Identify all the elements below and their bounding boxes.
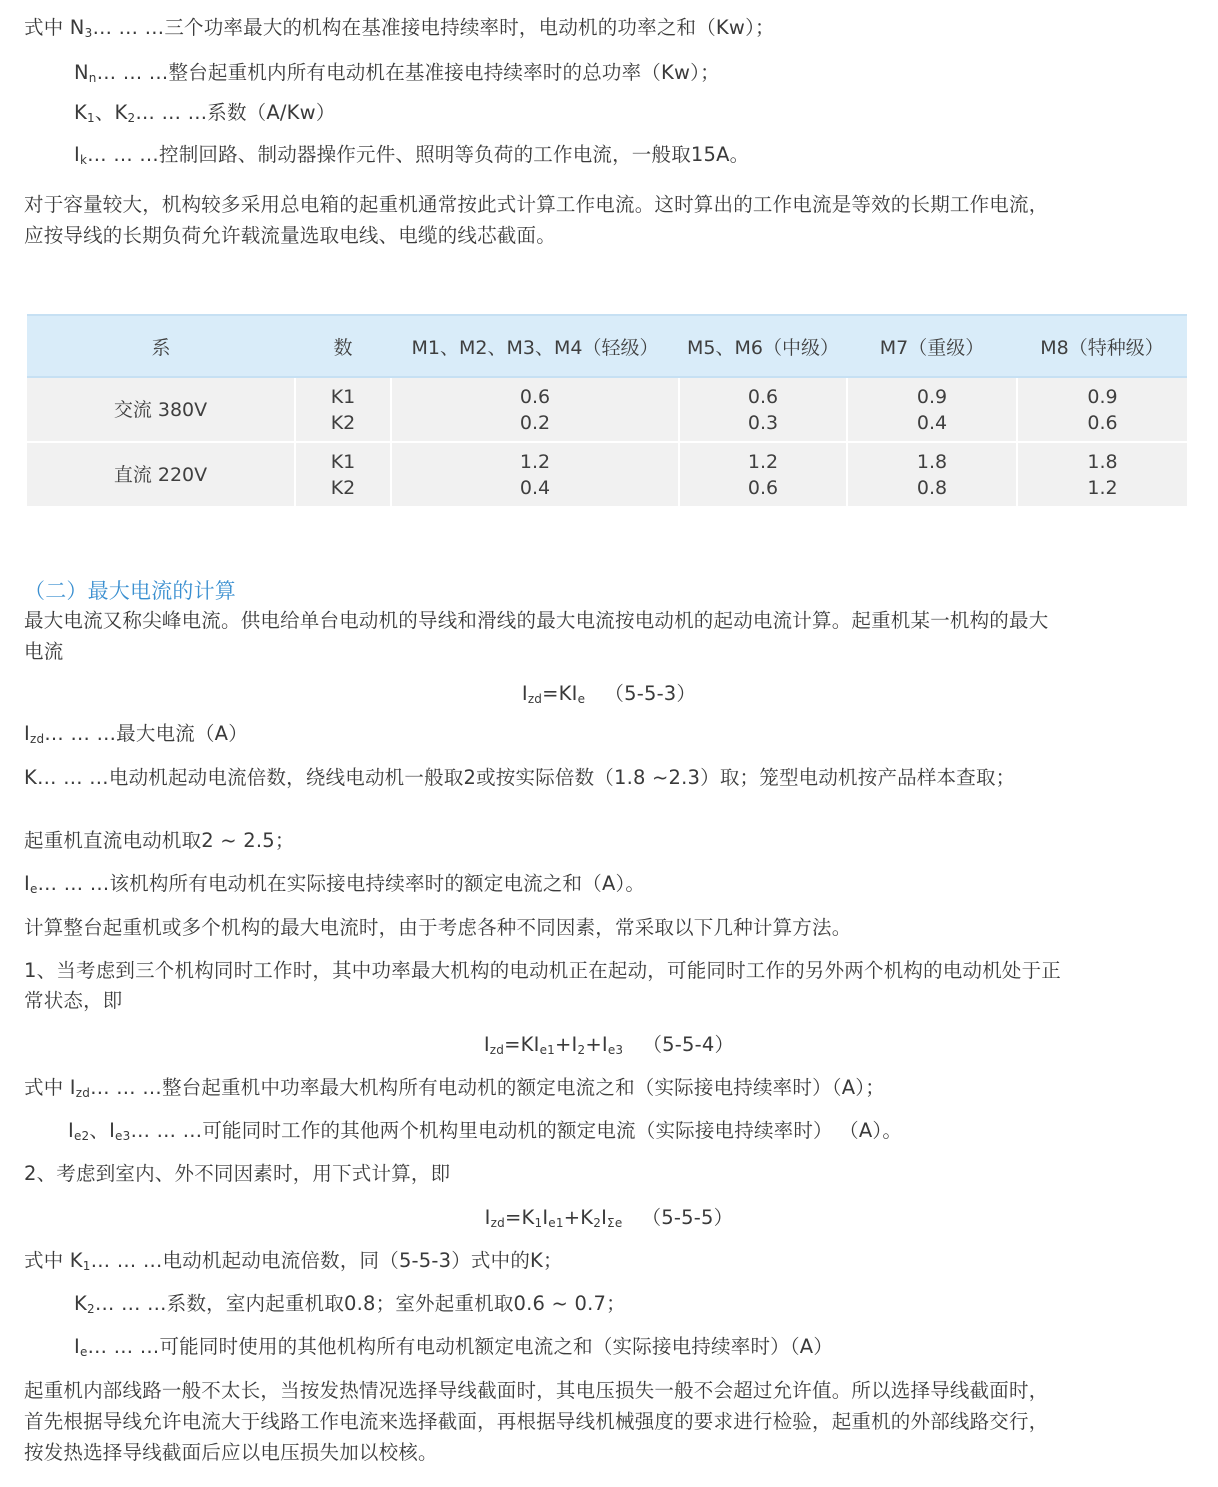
para1-line-1: 最大电流又称尖峰电流。供电给单台电动机的导线和滑线的最大电流按电动机的起动电流计算。起重机某一机构的最大 bbox=[24, 609, 1049, 632]
coef-cell bbox=[295, 442, 391, 507]
coef-cell bbox=[295, 377, 391, 442]
value-k1: 1.2 bbox=[519, 450, 551, 473]
def-symbol: K bbox=[74, 101, 87, 124]
def-ie bbox=[24, 869, 645, 901]
def-nn bbox=[74, 58, 720, 90]
def-k: K… … …电动机起动电流倍数，绕线电动机一般取2或按实际倍数（1.8 ~2.3）取；笼型电动机按产品样本查取； bbox=[24, 766, 1016, 789]
value-k1: 1.2 bbox=[747, 450, 779, 473]
def-text: … … …三个功率最大的机构在基准接电持续率时，电动机的功率之和（Kw）； bbox=[92, 16, 775, 39]
def-subscript: n bbox=[88, 71, 97, 85]
formula-part: =KI bbox=[542, 682, 578, 705]
table-header-cell: 数 bbox=[295, 315, 391, 377]
value-k2: 1.2 bbox=[1087, 476, 1118, 499]
value-k2: 0.4 bbox=[519, 476, 551, 499]
def-text: … … …最大电流（A） bbox=[44, 722, 248, 745]
def-text: … … …系数，室内起重机取0.8；室外起重机取0.6 ~ 0.7； bbox=[94, 1292, 626, 1315]
case1-line-1: 1、当考虑到三个机构同时工作时，其中功率最大机构的电动机正在起动，可能同时工作的另外两个机构的电动机处于正 bbox=[24, 959, 1062, 982]
coef-k2: K2 bbox=[330, 476, 356, 499]
formula-label: （5-5-4） bbox=[642, 1033, 735, 1056]
table-row bbox=[27, 442, 1187, 507]
def-symbol: 式中 N bbox=[24, 16, 85, 39]
value-cell bbox=[679, 442, 847, 507]
value-cell bbox=[391, 377, 679, 442]
def-subscript: zd bbox=[29, 732, 45, 746]
def-f2-izd bbox=[24, 1073, 885, 1105]
value-cell bbox=[679, 377, 847, 442]
formula-subscript: zd bbox=[527, 692, 543, 706]
dc-line: 起重机直流电动机取2 ~ 2.5； bbox=[24, 829, 295, 852]
def-subscript: 2 bbox=[127, 111, 136, 125]
formula-label: （5-5-3） bbox=[604, 682, 697, 705]
def-text: … … …整台起重机内所有电动机在基准接电持续率时的总功率（Kw）； bbox=[96, 61, 720, 84]
closing-line-1: 起重机内部线路一般不太长，当按发热情况选择导线截面时，其电压损失一般不会超过允许值。所以选择导线截面时， bbox=[24, 1379, 1049, 1402]
value-k1: 1.8 bbox=[916, 450, 948, 473]
value-cell bbox=[847, 442, 1017, 507]
formula-part: +K bbox=[563, 1206, 594, 1229]
formula-5-5-3 bbox=[0, 679, 1218, 711]
value-k1: 0.9 bbox=[1087, 385, 1118, 408]
formula-part: I bbox=[601, 1206, 608, 1229]
system-cell: 交流 380V bbox=[27, 377, 295, 442]
formula-part: I bbox=[521, 682, 528, 705]
value-k2: 0.6 bbox=[747, 476, 779, 499]
def-text: … … …可能同时工作的其他两个机构里电动机的额定电流（实际接电持续率时） （A）。 bbox=[130, 1119, 903, 1142]
def-text: … … …系数（A/Kw） bbox=[135, 101, 336, 124]
closing-line-3: 按发热选择导线截面后应以电压损失加以校核。 bbox=[24, 1441, 438, 1464]
def-izd bbox=[24, 719, 248, 751]
value-k2: 0.6 bbox=[1087, 411, 1118, 434]
formula-label: （5-5-5） bbox=[641, 1206, 734, 1229]
table-header-cell: M1、M2、M3、M4（轻级） bbox=[391, 315, 679, 377]
def-text: … … …该机构所有电动机在实际接电持续率时的额定电流之和（A）。 bbox=[37, 872, 646, 895]
table-header-cell: 系 bbox=[27, 315, 295, 377]
para1-line-2: 电流 bbox=[24, 640, 64, 663]
value-k1: 0.6 bbox=[747, 385, 779, 408]
def-symbol: 式中 K bbox=[24, 1249, 83, 1272]
formula-part: +I bbox=[585, 1033, 608, 1056]
table-header-row bbox=[27, 315, 1187, 377]
def-subscript: 1 bbox=[82, 1259, 91, 1273]
table-row bbox=[27, 377, 1187, 442]
def-f3-ie bbox=[74, 1332, 833, 1364]
coef-k2: K2 bbox=[330, 411, 356, 434]
formula-5-5-4 bbox=[0, 1030, 1218, 1062]
formula-part: I bbox=[542, 1206, 549, 1229]
formula-subscript: e bbox=[577, 692, 586, 706]
formula-part: =K bbox=[504, 1206, 535, 1229]
value-k2: 0.2 bbox=[519, 411, 551, 434]
formula-part: +I bbox=[555, 1033, 578, 1056]
def-f2-ie2-ie3 bbox=[68, 1116, 902, 1148]
def-text: … … …控制回路、制动器操作元件、照明等负荷的工作电流，一般取15A。 bbox=[87, 143, 750, 166]
calc-intro: 计算整台起重机或多个机构的最大电流时，由于考虑各种不同因素，常采取以下几种计算方法。 bbox=[24, 916, 852, 939]
formula-part: I bbox=[484, 1206, 491, 1229]
value-cell bbox=[847, 377, 1017, 442]
system-cell: 直流 220V bbox=[27, 442, 295, 507]
def-symbol: 、K bbox=[94, 101, 128, 124]
coefficient-table bbox=[27, 314, 1187, 508]
formula-subscript: e3 bbox=[607, 1043, 624, 1057]
def-subscript: e bbox=[29, 882, 38, 896]
def-symbol: I bbox=[74, 143, 80, 166]
coef-k1: K1 bbox=[330, 450, 356, 473]
formula-subscript: 1 bbox=[534, 1216, 543, 1230]
def-subscript: 3 bbox=[84, 26, 93, 40]
def-symbol: K bbox=[74, 1292, 87, 1315]
formula-part: =KI bbox=[504, 1033, 540, 1056]
def-f3-k2 bbox=[74, 1289, 626, 1321]
value-k1: 1.8 bbox=[1087, 450, 1118, 473]
table-header-cell: M7（重级） bbox=[847, 315, 1017, 377]
def-text: … … …电动机起动电流倍数，同（5-5-3）式中的K； bbox=[90, 1249, 563, 1272]
formula-subscript: e1 bbox=[548, 1216, 564, 1230]
formula-subscript: e1 bbox=[539, 1043, 555, 1057]
def-symbol: I bbox=[68, 1119, 74, 1142]
def-subscript: e bbox=[79, 1345, 88, 1359]
def-text: … … …可能同时使用的其他机构所有电动机额定电流之和（实际接电持续率时）（A） bbox=[87, 1335, 834, 1358]
def-symbol: 、I bbox=[89, 1119, 116, 1142]
def-n3 bbox=[24, 13, 775, 45]
intro-line-2: 应按导线的长期负荷允许载流量选取电线、电缆的线芯截面。 bbox=[24, 224, 556, 247]
value-cell bbox=[391, 442, 679, 507]
def-symbol: 式中 I bbox=[24, 1076, 76, 1099]
formula-part: I bbox=[483, 1033, 490, 1056]
case2: 2、考虑到室内、外不同因素时，用下式计算，即 bbox=[24, 1162, 451, 1185]
case1-line-2: 常状态，即 bbox=[24, 989, 123, 1012]
value-k1: 0.9 bbox=[916, 385, 948, 408]
section-heading: （二）最大电流的计算 bbox=[24, 579, 236, 603]
def-subscript: 1 bbox=[87, 111, 95, 125]
def-k1k2 bbox=[74, 98, 336, 130]
table-header-cell: M8（特种级） bbox=[1017, 315, 1187, 377]
value-k2: 0.3 bbox=[747, 411, 779, 434]
def-subscript: k bbox=[79, 153, 88, 167]
def-f3-k1 bbox=[24, 1246, 563, 1278]
def-symbol: I bbox=[74, 1335, 80, 1358]
closing-line-2: 首先根据导线允许电流大于线路工作电流来选择截面，再根据导线机械强度的要求进行检验，起重机的外部线路交行， bbox=[24, 1410, 1049, 1433]
formula-subscript: 2 bbox=[577, 1043, 586, 1057]
value-cell bbox=[1017, 442, 1187, 507]
def-subscript: zd bbox=[75, 1086, 91, 1100]
formula-subscript: zd bbox=[490, 1216, 505, 1230]
formula-subscript: Σe bbox=[607, 1216, 623, 1230]
value-cell bbox=[1017, 377, 1187, 442]
def-symbol: N bbox=[74, 61, 89, 84]
intro-line-1: 对于容量较大，机构较多采用总电箱的起重机通常按此式计算工作电流。这时算出的工作电流是等效的长期工作电流， bbox=[24, 193, 1049, 216]
formula-5-5-5 bbox=[0, 1203, 1218, 1235]
def-symbol: I bbox=[24, 872, 30, 895]
def-text: … … …整台起重机中功率最大机构所有电动机的额定电流之和（实际接电持续率时）（A）； bbox=[90, 1076, 885, 1099]
def-ik bbox=[74, 140, 749, 172]
def-subscript: e2 bbox=[73, 1129, 90, 1143]
def-subscript: 2 bbox=[87, 1302, 95, 1316]
formula-subscript: zd bbox=[489, 1043, 505, 1057]
coef-k1: K1 bbox=[330, 385, 356, 408]
value-k1: 0.6 bbox=[519, 385, 551, 408]
value-k2: 0.8 bbox=[916, 476, 948, 499]
def-symbol: I bbox=[24, 722, 30, 745]
table-header-cell: M5、M6（中级） bbox=[679, 315, 847, 377]
def-subscript: e3 bbox=[115, 1129, 131, 1143]
formula-subscript: 2 bbox=[593, 1216, 602, 1230]
value-k2: 0.4 bbox=[916, 411, 948, 434]
